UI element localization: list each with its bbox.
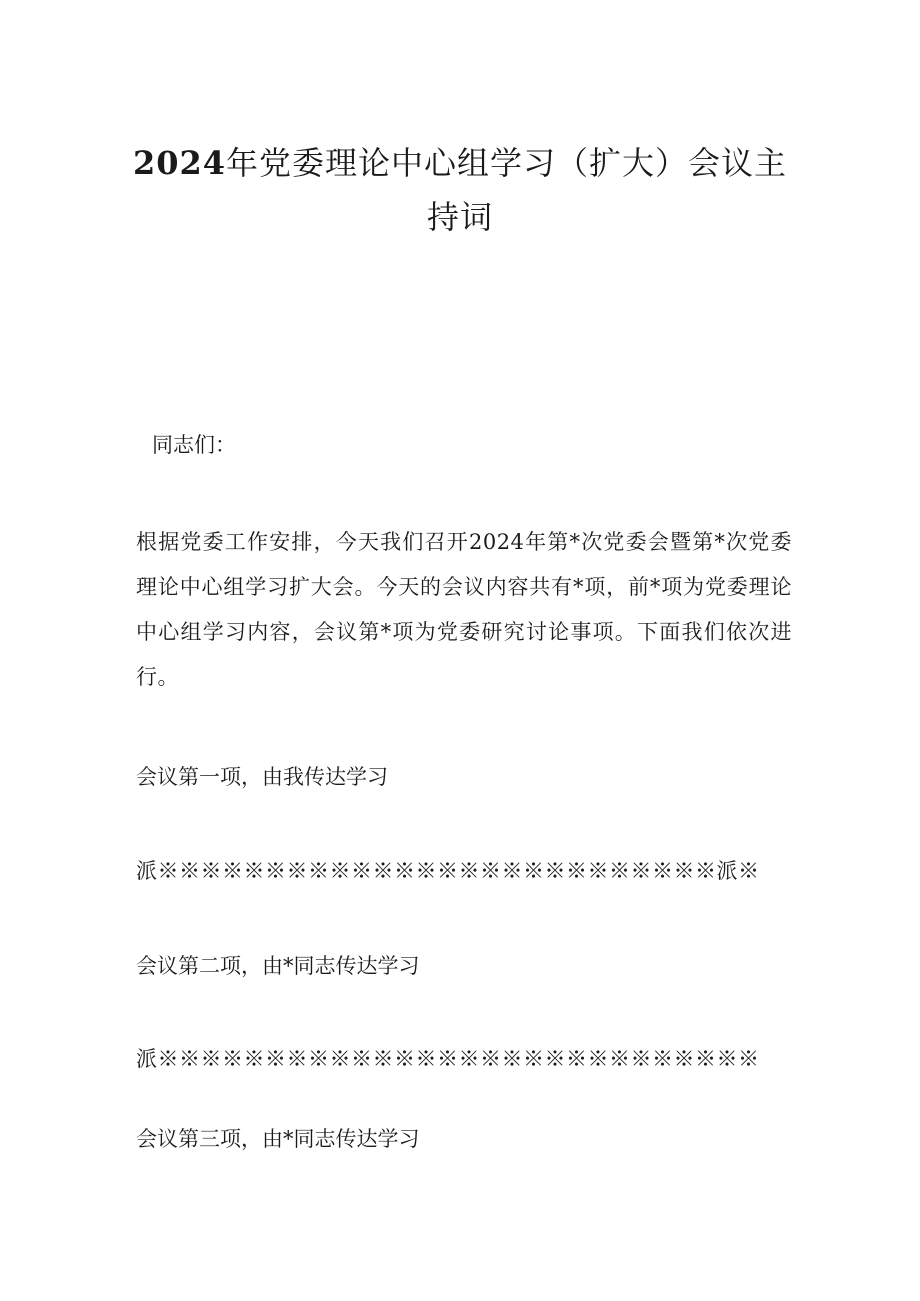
agenda-item-1: 会议第一项，由我传达学习: [136, 765, 388, 789]
title-year: 2024: [132, 144, 227, 182]
salutation: 同志们：: [152, 433, 236, 457]
document-title: [130, 136, 790, 244]
intro-paragraph: 根据党委工作安排，今天我们召开2024年第*次党委会暨第*次党委理论中心组学习扩大会。今天的会议内容共有*项，前*项为党委理论中心组学习内容，会议第*项为党委研究讨论事项。下面我们依次进行。: [136, 530, 792, 689]
placeholder-line-2: 派※※※※※※※※※※※※※※※※※※※※※※※※※※※※: [136, 1047, 760, 1071]
title-text: 年党委理论中心组学习（扩大）会议主持词: [226, 144, 788, 236]
agenda-item-3: 会议第三项，由*同志传达学习: [136, 1127, 420, 1151]
placeholder-line-1: 派※※※※※※※※※※※※※※※※※※※※※※※※※※派※: [136, 859, 760, 883]
agenda-item-2: 会议第二项，由*同志传达学习: [136, 954, 420, 978]
